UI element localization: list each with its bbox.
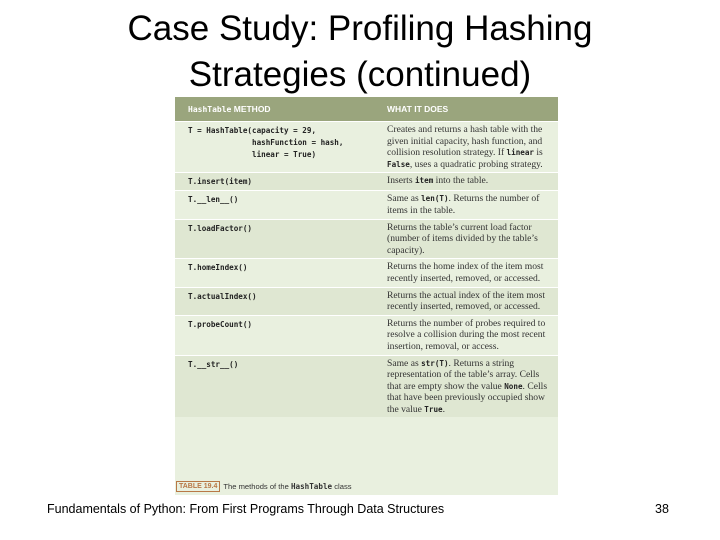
description-text: Same as bbox=[387, 357, 422, 369]
header-what-cell: WHAT IT DOES bbox=[387, 104, 449, 114]
description-text: . Returns a string representation of the table’s array. Cells that are empty show the value bbox=[387, 357, 540, 392]
table-row bbox=[175, 121, 558, 172]
description-cell bbox=[378, 122, 558, 172]
method-cell: T.__str__() bbox=[188, 359, 239, 369]
table-header-row bbox=[175, 97, 558, 121]
table-number-badge: TABLE 19.4 bbox=[176, 481, 220, 492]
header-method-word: METHOD bbox=[233, 104, 271, 114]
table-row bbox=[175, 258, 558, 286]
inline-code: item bbox=[414, 176, 434, 186]
description-cell bbox=[378, 259, 558, 286]
caption-text-after: class bbox=[334, 481, 352, 491]
table-row bbox=[175, 287, 558, 315]
table-row bbox=[175, 190, 558, 218]
method-cell: T.probeCount() bbox=[188, 319, 253, 329]
description-cell bbox=[378, 288, 558, 315]
table-body bbox=[175, 121, 558, 417]
description-text: . bbox=[442, 403, 445, 415]
inline-code: False bbox=[387, 159, 410, 169]
method-cell: T.loadFactor() bbox=[188, 223, 253, 233]
description-text: Returns the table’s current load factor (number of items divided by the table’s capacity). bbox=[387, 221, 538, 256]
header-method-cell bbox=[175, 104, 378, 114]
description-cell bbox=[378, 173, 558, 190]
slide-title-line-2: Strategies (continued) bbox=[188, 55, 532, 94]
method-cell: T.actualIndex() bbox=[188, 291, 257, 301]
description-text: . Returns the number of items in the table. bbox=[387, 193, 540, 216]
hashtable-methods-table bbox=[175, 97, 558, 495]
method-cell: T.__len__() bbox=[188, 195, 239, 205]
method-cell: T.homeIndex() bbox=[188, 263, 248, 273]
inline-code: True bbox=[424, 404, 443, 414]
page-number: 38 bbox=[655, 502, 669, 516]
description-text: . Cells that have been previously occupied show the value bbox=[387, 380, 548, 415]
description-text: Creates and returns a hash table with the given initial capacity, hash function, and collision resolution strategy. If bbox=[387, 124, 543, 159]
slide-title-line-1: Case Study: Profiling Hashing bbox=[127, 9, 593, 48]
description-cell bbox=[378, 316, 558, 355]
description-cell bbox=[378, 220, 558, 259]
description-text: Same as bbox=[387, 193, 422, 205]
footer-text: Fundamentals of Python: From First Programs Through Data Structures bbox=[47, 502, 445, 516]
caption-code: HashTable bbox=[290, 481, 333, 491]
description-text: Returns the actual index of the item most recently inserted, removed, or accessed. bbox=[387, 289, 545, 313]
table-caption bbox=[175, 477, 558, 495]
caption-text-before: The methods of the bbox=[223, 481, 289, 491]
description-text: Returns the home index of the item most recently inserted, removed, or accessed. bbox=[387, 261, 544, 284]
table-row bbox=[175, 355, 558, 418]
table-row bbox=[175, 219, 558, 259]
description-cell bbox=[378, 191, 558, 218]
description-cell bbox=[378, 356, 558, 418]
inline-code: None bbox=[504, 381, 523, 391]
inline-code: len(T) bbox=[421, 194, 449, 204]
method-cell: T.insert(item) bbox=[188, 177, 253, 187]
description-text: Inserts bbox=[387, 175, 415, 187]
method-cell: T = HashTable(capacity = 29, hashFunction = hash, linear = True) bbox=[188, 126, 344, 159]
slide-title bbox=[0, 6, 720, 98]
description-text: , uses a quadratic probing strategy. bbox=[409, 158, 543, 170]
description-text: Returns the number of probes required to resolve a collision during the most recent insertion, removal, or access. bbox=[387, 317, 546, 352]
inline-code: str(T) bbox=[421, 358, 449, 368]
inline-code: linear bbox=[506, 148, 534, 158]
description-text: is bbox=[533, 147, 543, 159]
description-text: into the table. bbox=[433, 175, 489, 187]
table-row bbox=[175, 172, 558, 190]
table-row bbox=[175, 315, 558, 355]
header-method-code: HashTable bbox=[188, 105, 232, 114]
